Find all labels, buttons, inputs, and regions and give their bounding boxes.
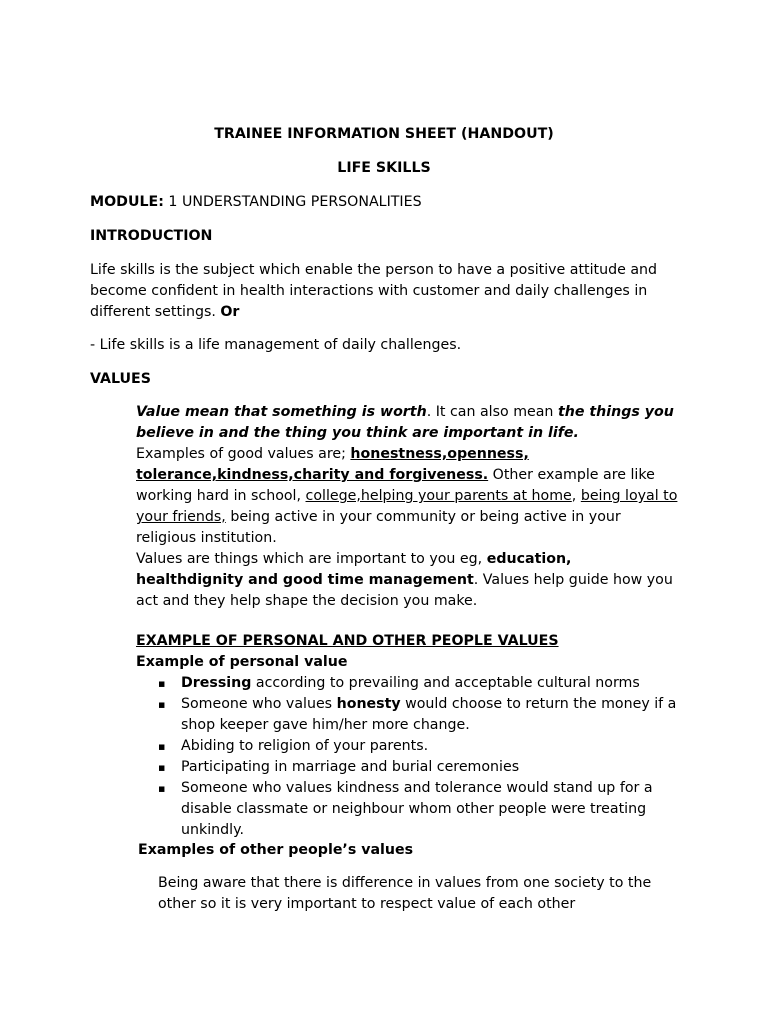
values-examples-community: being active in your community or being active in your religious institution. <box>136 509 621 546</box>
values-definition <box>136 402 681 444</box>
values-definition-emphasis: Value mean that something is worth <box>136 404 427 420</box>
document-title: TRAINEE INFORMATION SHEET (HANDOUT) <box>214 126 554 142</box>
bullet-icon: ▪ <box>158 761 166 774</box>
personal-values-heading: Example of personal value <box>136 654 348 670</box>
values-examples-intro: Examples of good values are; <box>136 446 351 462</box>
list-item-text: according to prevailing and acceptable cultural norms <box>251 675 640 691</box>
list-item <box>136 673 681 694</box>
list-item-bold: Dressing <box>181 675 252 691</box>
values-heading: VALUES <box>90 371 151 387</box>
values-example-college: college,helping your parents at home <box>305 488 572 504</box>
introduction-heading: INTRODUCTION <box>90 228 213 244</box>
values-examples-comma: , <box>571 488 581 504</box>
module-label: MODULE: <box>90 194 164 210</box>
values-examples-other: Other example are like working hard in school, <box>136 467 655 504</box>
introduction-or: Or <box>220 304 240 320</box>
values-examples-list: honestness,openness, tolerance,kindness,charity and forgiveness. <box>136 446 529 483</box>
bullet-icon: ▪ <box>158 782 166 795</box>
values-body <box>136 402 681 612</box>
examples-heading: EXAMPLE OF PERSONAL AND OTHER PEOPLE VALUES <box>136 633 559 649</box>
introduction-paragraph <box>90 260 690 323</box>
list-item <box>136 736 681 757</box>
bullet-icon: ▪ <box>158 677 166 690</box>
list-item <box>136 757 681 778</box>
bullet-icon: ▪ <box>158 698 166 711</box>
personal-values-list <box>136 673 681 841</box>
list-item <box>136 694 681 736</box>
values-definition-meaning: the things you believe in and the thing you think are important in life. <box>136 404 674 441</box>
values-importance-list: education, healthdignity and good time management <box>136 551 572 588</box>
list-item-text: Someone who values kindness and tolerance would stand up for a disable classmate or neighbour whom other people were treating unkindly. <box>181 780 653 838</box>
introduction-text: Life skills is the subject which enable the person to have a positive attitude and become confident in health interactions with customer and daily challenges in different settings. <box>90 262 658 320</box>
values-importance-closing: . Values help guide how you act and they help shape the decision you make. <box>136 572 673 609</box>
module-value: 1 UNDERSTANDING PERSONALITIES <box>168 194 422 210</box>
other-values-text: Being aware that there is difference in values from one society to the other so it is very important to respect value of each other <box>158 875 652 912</box>
list-item-text: would choose to return the money if a shop keeper gave him/her more change. <box>181 696 677 733</box>
introduction-definition: - Life skills is a life management of daily challenges. <box>90 337 462 353</box>
values-definition-text: . It can also mean <box>426 404 558 420</box>
list-item <box>136 778 681 841</box>
values-example-loyal: being loyal to your friends, <box>136 488 678 525</box>
list-item-text: Participating in marriage and burial ceremonies <box>181 759 520 775</box>
values-examples <box>136 444 681 549</box>
module-line <box>90 192 422 213</box>
list-item-bold: honesty <box>336 696 401 712</box>
subject-title: LIFE SKILLS <box>337 160 431 176</box>
list-item-text: Abiding to religion of your parents. <box>181 738 429 754</box>
list-item-text: Someone who values <box>181 696 337 712</box>
bullet-icon: ▪ <box>158 740 166 753</box>
other-values-heading: Examples of other people’s values <box>138 842 414 858</box>
values-importance <box>136 549 681 612</box>
values-importance-intro: Values are things which are important to you eg, <box>136 551 487 567</box>
